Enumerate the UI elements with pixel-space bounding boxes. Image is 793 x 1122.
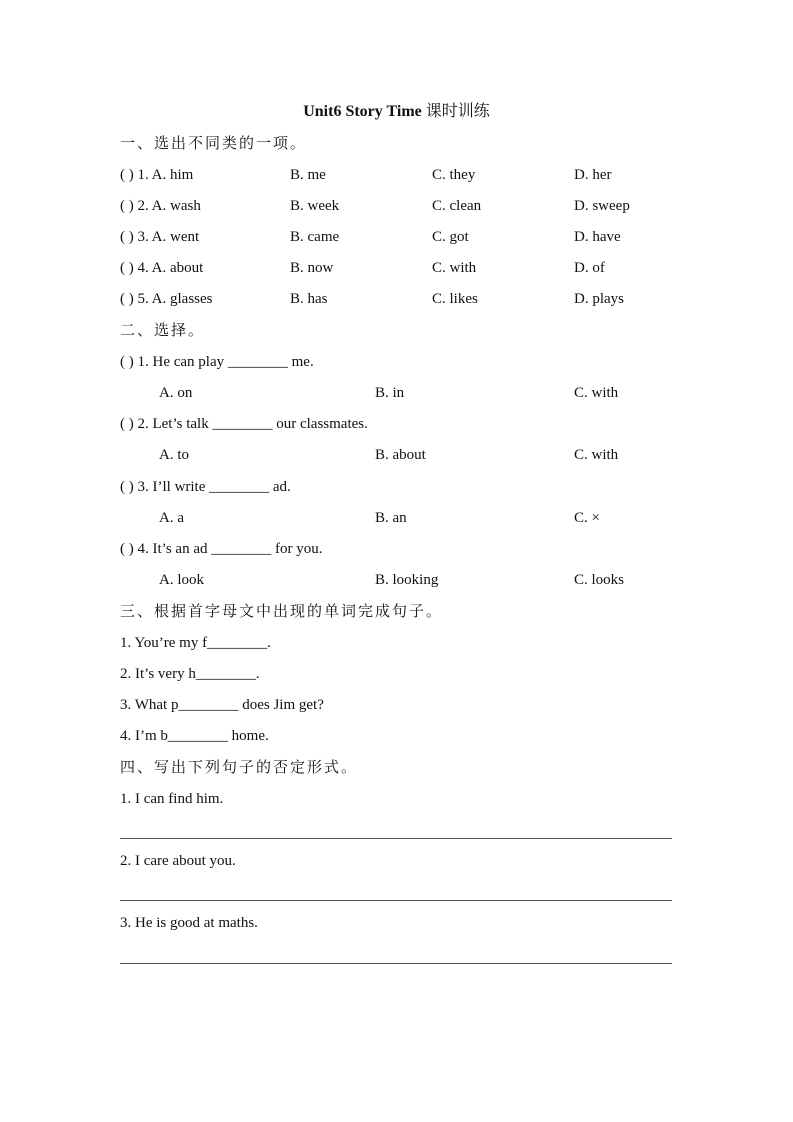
option-c: C. clean (432, 198, 482, 214)
answer-line[interactable] (120, 900, 672, 901)
option-c: C. with (574, 385, 619, 401)
option-b: B. me (290, 167, 326, 183)
section3-item: 1. You’re my f________. (120, 635, 271, 651)
option-a: A. look (159, 572, 204, 588)
answer-line[interactable] (120, 963, 672, 964)
option-b: B. looking (375, 572, 439, 588)
option-a: A. a (159, 510, 184, 526)
option-a: A. to (159, 447, 189, 463)
option-d: D. have (574, 229, 621, 245)
option-b: B. an (375, 510, 407, 526)
section1-heading: 一、选出不同类的一项。 (120, 136, 308, 152)
option-d: D. sweep (574, 198, 630, 214)
option-c: C. with (432, 260, 477, 276)
section2-question: ( ) 2. Let’s talk ________ our classmates. (120, 416, 368, 432)
section1-question: ( ) 5. A. glasses (120, 291, 213, 307)
section4-item: 1. I can find him. (120, 791, 224, 807)
section1-question: ( ) 4. A. about (120, 260, 204, 276)
option-b: B. about (375, 447, 426, 463)
title-chinese: 课时训练 (425, 103, 490, 120)
option-b: B. week (290, 198, 340, 214)
section3-item: 4. I’m b________ home. (120, 728, 269, 744)
option-b: B. has (290, 291, 328, 307)
option-c: C. they (432, 167, 476, 183)
section2-heading: 二、选择。 (120, 323, 206, 339)
title-english: Unit6 Story Time (303, 103, 422, 120)
section3-item: 2. It’s very h________. (120, 666, 260, 682)
section1-question: ( ) 2. A. wash (120, 198, 201, 214)
section1-question: ( ) 3. A. went (120, 229, 200, 245)
option-a: A. on (159, 385, 193, 401)
section4-item: 2. I care about you. (120, 853, 236, 869)
section3-heading: 三、根据首字母文中出现的单词完成句子。 (120, 604, 444, 620)
section3-item: 3. What p________ does Jim get? (120, 697, 324, 713)
section2-question: ( ) 1. He can play ________ me. (120, 354, 314, 370)
section4-heading: 四、写出下列句子的否定形式。 (120, 760, 359, 776)
option-c: C. got (432, 229, 469, 245)
option-b: B. in (375, 385, 405, 401)
section1-question: ( ) 1. A. him (120, 167, 194, 183)
section4-item: 3. He is good at maths. (120, 915, 258, 931)
option-d: D. her (574, 167, 612, 183)
option-d: D. of (574, 260, 605, 276)
option-c: C. likes (432, 291, 478, 307)
option-d: D. plays (574, 291, 624, 307)
option-c: C. × (574, 510, 600, 526)
section2-question: ( ) 4. It’s an ad ________ for you. (120, 541, 323, 557)
option-c: C. looks (574, 572, 625, 588)
page-title (0, 102, 793, 122)
option-b: B. came (290, 229, 340, 245)
option-c: C. with (574, 447, 619, 463)
section2-question: ( ) 3. I’ll write ________ ad. (120, 479, 291, 495)
answer-line[interactable] (120, 838, 672, 839)
option-b: B. now (290, 260, 334, 276)
